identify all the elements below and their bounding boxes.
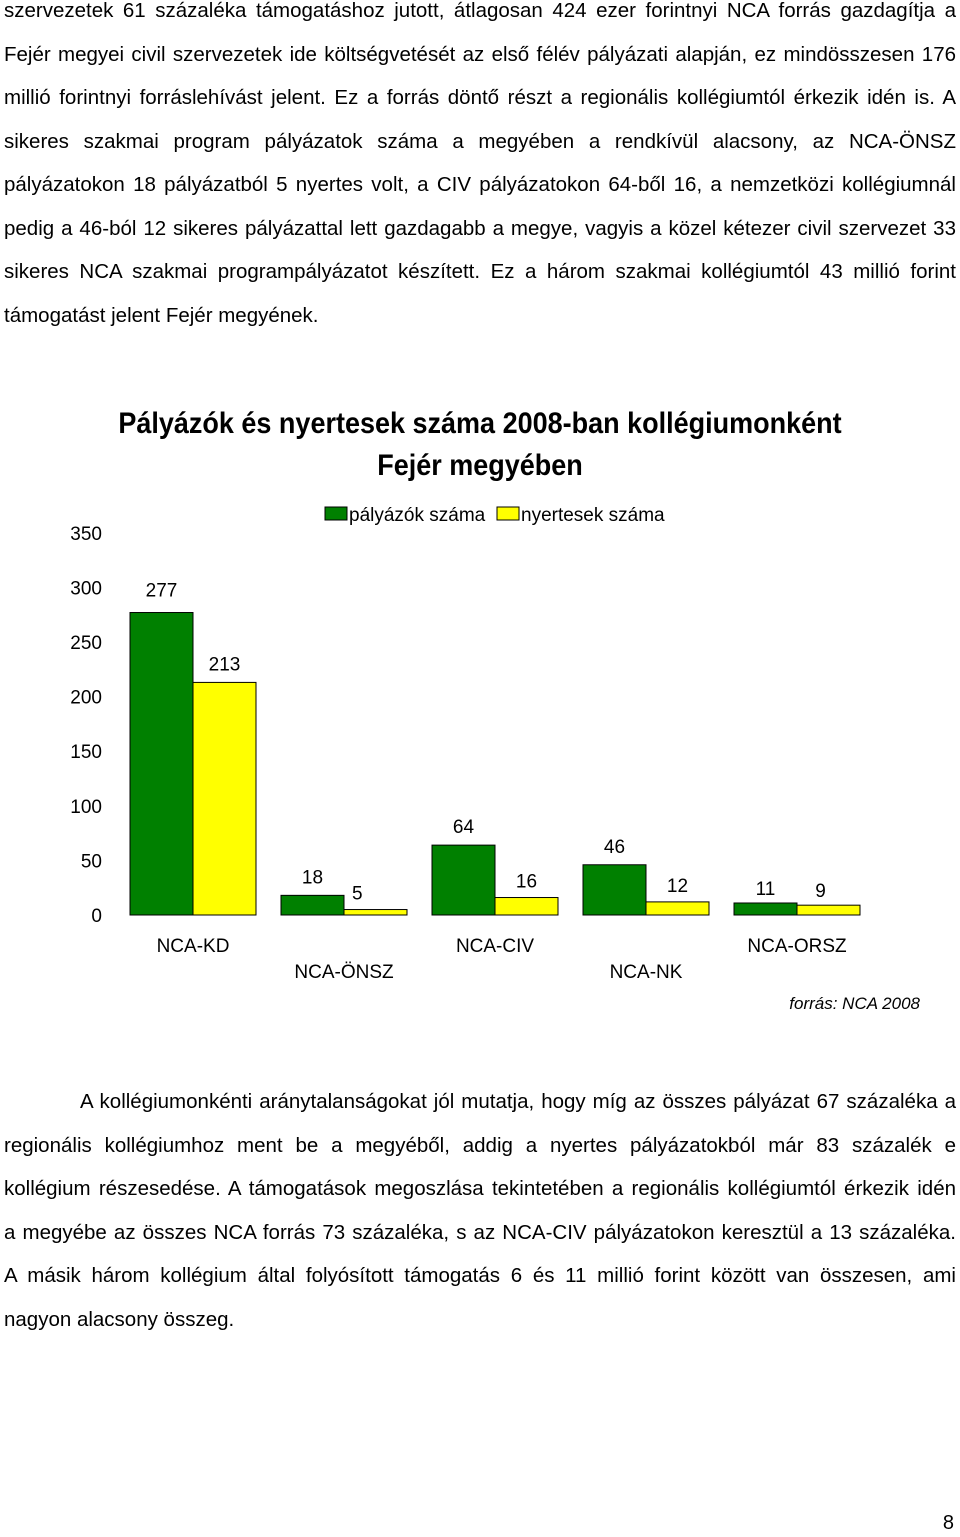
data-label: 213	[208, 654, 241, 676]
bar	[344, 910, 407, 915]
text-line: szervezetek 61 százaléka támogatáshoz jutott, átlagosan 424 ezer forintnyi NCA forrás gazdagítja a	[4, 0, 956, 22]
text-line: pályázatokon 18 pályázatból 5 nyertes volt, a CIV pályázatokon 64-ből 16, a nemzetközi kollégiumnál	[4, 173, 956, 196]
category-label: NCA-CIV	[455, 936, 535, 957]
data-label: 5	[352, 883, 363, 905]
category-label: NCA-ORSZ	[747, 936, 847, 957]
bar	[583, 865, 646, 915]
category-label: NCA-KD	[156, 936, 230, 957]
y-tick-label: 250	[70, 633, 102, 654]
text-line: pedig a 46-ból 12 sikeres pályázattal lett gazdagabb a megye, vagyis a közel kétezer civil szervezet 33	[4, 216, 956, 240]
legend-swatch	[325, 507, 347, 520]
page-number: 8	[942, 1512, 954, 1534]
bar-chart	[0, 395, 960, 1035]
chart-title: Pályázók és nyertesek száma 2008-ban kollégiumonként Fejér megyében	[118, 407, 842, 482]
y-tick-label: 0	[91, 906, 102, 927]
y-tick-label: 100	[70, 796, 102, 818]
bar	[734, 903, 797, 915]
source-note: forrás: NCA 2008	[789, 994, 920, 1013]
y-tick-label: 350	[70, 523, 102, 545]
text-line: nagyon alacsony összeg.	[4, 1307, 235, 1331]
data-label: 18	[301, 867, 324, 889]
data-label: 277	[145, 580, 178, 602]
text-line: kollégium részesedése. A támogatások megoszlása tekintetében a regionális kollégiumtól érkezik idén	[4, 1177, 956, 1200]
data-label: 64	[452, 817, 475, 839]
data-label: 12	[666, 875, 689, 897]
text-line: regionális kollégiumhoz ment be a megyéből, addig a nyertes pályázatokból már 83 százalék e	[4, 1133, 956, 1157]
legend-swatch	[497, 507, 519, 520]
data-label: 16	[515, 871, 538, 893]
y-tick-label: 50	[80, 851, 102, 873]
bar	[130, 613, 193, 915]
category-label: NCA-NK	[609, 962, 683, 983]
bar	[193, 682, 256, 915]
y-tick-label: 300	[70, 578, 102, 600]
y-tick-label: 200	[70, 687, 102, 709]
text-line: A kollégiumonkénti aránytalanságokat jól mutatja, hogy míg az összes pályázat 67 százaléka a	[80, 1090, 956, 1113]
text-line: Fejér megyei civil szervezetek ide költségvetését az első félév pályázati alapján, ez mindösszesen 176	[4, 42, 956, 66]
paragraph-intro	[4, 0, 956, 337]
paragraph-analysis	[4, 1080, 956, 1341]
bar	[646, 902, 709, 915]
bar	[495, 898, 558, 915]
y-tick-label: 150	[70, 742, 102, 764]
legend-label: pályázók száma	[349, 505, 486, 526]
text-line: a megyébe az összes NCA forrás 73 százaléka, s az NCA-CIV pályázatokon keresztül a 13 százaléka.	[4, 1220, 956, 1244]
bar	[281, 895, 344, 915]
category-label: NCA-ÖNSZ	[294, 962, 394, 983]
bar	[797, 905, 860, 915]
text-line: támogatást jelent Fejér megyének.	[4, 303, 319, 327]
data-label: 9	[815, 881, 826, 903]
text-line: A másik három kollégium által folyósított támogatás 6 és 11 millió forint között van összesen, ami	[4, 1264, 956, 1287]
data-label: 11	[755, 878, 776, 900]
data-label: 46	[603, 836, 626, 858]
chart-canvas	[0, 395, 960, 1035]
bar	[432, 845, 495, 915]
text-line: sikeres NCA szakmai programpályázatot készített. Ez a három szakmai kollégiumtól 43 millió forint	[4, 260, 956, 283]
text-line: sikeres szakmai program pályázatok száma a megyében a rendkívül alacsony, az NCA-ÖNSZ	[4, 129, 956, 153]
text-line: millió forintnyi forráslehívást jelent. Ez a forrás döntő részt a regionális kollégiumtól érkezik idén is. A	[4, 86, 956, 109]
legend-label: nyertesek száma	[521, 505, 665, 526]
